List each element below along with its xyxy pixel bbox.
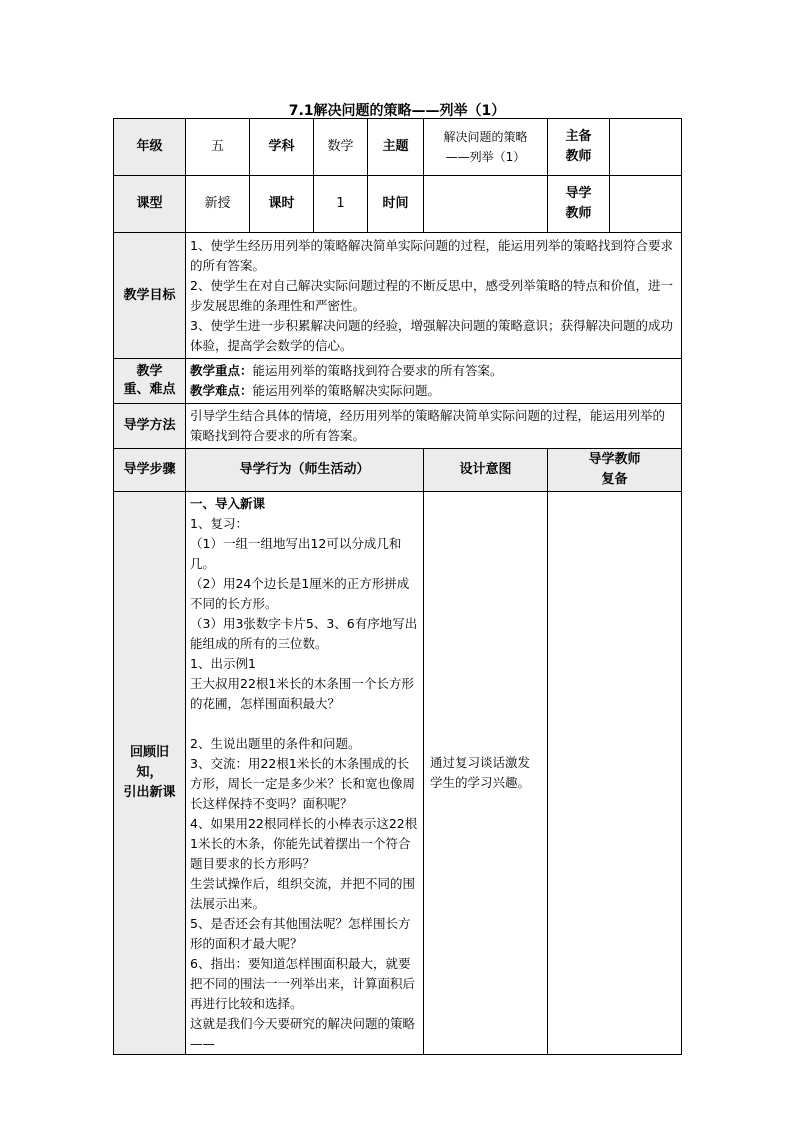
section-line: 4、如果用22根同样长的小棒表示这22根1米长的木条，你能先试着摆出一个符合题目要求的长方形吗？ [190, 816, 418, 871]
design-header: 设计意图 [424, 449, 548, 492]
time-label: 时间 [368, 176, 424, 233]
goal-item: 2、使学生在对自己解决实际问题过程的不断反思中，感受列举策略的特点和价值，进一步发展思维的条理性和严密性。 [190, 277, 673, 313]
key-point-text: 能运用列举的策略找到符合要求的所有答案。 [252, 363, 503, 378]
guide-label [548, 176, 610, 233]
teacher-label [548, 119, 610, 176]
method-row [114, 404, 682, 449]
topic-label: 主题 [368, 119, 424, 176]
info-row-1 [114, 119, 682, 176]
actions-header: 导学行为（师生活动） [186, 449, 424, 492]
section-line: 一、导入新课 [190, 496, 266, 511]
guide-value [610, 176, 682, 233]
time-value [424, 176, 548, 233]
section-actions [186, 492, 424, 1055]
grade-label: 年级 [114, 119, 186, 176]
topic-line-2: ——列举（1） [445, 150, 526, 164]
topic-line-1: 解决问题的策略 [443, 130, 528, 144]
type-value: 新授 [186, 176, 250, 233]
section-line: 1、出示例1 [190, 656, 256, 671]
prep-header-line-1: 导学教师 [588, 452, 641, 467]
lesson-plan-table [113, 118, 682, 1055]
section-line: （2）用24个边长是1厘米的正方形拼成不同的长方形。 [190, 576, 410, 611]
prep-header [548, 449, 682, 492]
steps-header: 导学步骤 [114, 449, 186, 492]
key-row [114, 359, 682, 404]
design-intent-text: 通过复习谈话激发学生的学习兴趣。 [430, 755, 531, 790]
goal-item: 3、使学生进一步积累解决问题的经验，增强解决问题的策略意识；获得解决问题的成功体验，提高学会数学的信心。 [190, 317, 673, 353]
teacher-label-line-1: 主备 [565, 129, 592, 144]
goals-label: 教学目标 [114, 233, 186, 359]
key-point-label: 教学重点： [190, 363, 253, 378]
section-line: 这就是我们今天要研究的解决问题的策略—— [190, 1016, 416, 1051]
teacher-value [610, 119, 682, 176]
subject-value: 数学 [314, 119, 368, 176]
section-design [424, 492, 548, 1055]
hours-value: 1 [314, 176, 368, 233]
difficult-point-text: 能运用列举的策略解决实际问题。 [252, 383, 441, 398]
section-line: 6、指出：要知道怎样围面积最大，就要把不同的围法一一列举出来，计算面积后再进行比较和选择。 [190, 956, 416, 1011]
key-point [190, 361, 677, 381]
prep-header-line-2: 复备 [601, 472, 628, 487]
section-row [114, 492, 682, 1055]
key-label-line-2: 重、难点 [123, 382, 176, 397]
type-label: 课型 [114, 176, 186, 233]
section-line: 王大叔用22根1米长的木条围一个长方形的花圃，怎样围面积最大？ [190, 676, 414, 711]
section-blank-line [190, 714, 419, 734]
section-line: 5、是否还会有其他围法呢？怎样围长方形的面积才最大呢？ [190, 916, 411, 951]
key-content [186, 359, 682, 404]
section-prep [548, 492, 682, 1055]
goals-content [186, 233, 682, 359]
difficult-point-label: 教学难点： [190, 383, 253, 398]
method-label: 导学方法 [114, 404, 186, 449]
section-line: 1、复习： [190, 516, 248, 531]
grade-value: 五 [186, 119, 250, 176]
hours-label: 课时 [250, 176, 314, 233]
guide-label-line-2: 教师 [565, 206, 592, 221]
goals-row [114, 233, 682, 359]
section-line: 3、交流：用22根1米长的木条围成的长方形，周长一定是多少米？长和宽也像周长这样保持不变吗？面积呢？ [190, 756, 416, 811]
section-line: 生尝试操作后，组织交流，并把不同的围法展示出来。 [190, 876, 416, 911]
section-line: （1）一组一组地写出12可以分成几和几。 [190, 536, 402, 571]
section-label [114, 492, 186, 1055]
difficult-point [190, 381, 677, 401]
section-line: （3）用3张数字卡片5、3、6有序地写出能组成的所有的三位数。 [190, 616, 418, 651]
section-line: 2、生说出题里的条件和问题。 [190, 736, 361, 751]
section-label-line-1: 回顾旧知， [129, 745, 169, 780]
teacher-label-line-2: 教师 [565, 149, 592, 164]
info-row-2 [114, 176, 682, 233]
key-label-line-1: 教学 [136, 364, 163, 379]
subject-label: 学科 [250, 119, 314, 176]
topic-value [424, 119, 548, 176]
goal-item: 1、使学生经历用列举的策略解决简单实际问题的过程，能运用列举的策略找到符合要求的所有答案。 [190, 237, 673, 273]
method-content: 引导学生结合具体的情境，经历用列举的策略解决简单实际问题的过程，能运用列举的策略找到符合要求的所有答案。 [186, 404, 682, 449]
section-label-line-2: 引出新课 [123, 785, 176, 800]
key-label [114, 359, 186, 404]
guide-label-line-1: 导学 [565, 186, 592, 201]
steps-header-row [114, 449, 682, 492]
page-title: 7.1解决问题的策略——列举（1） [288, 103, 506, 119]
